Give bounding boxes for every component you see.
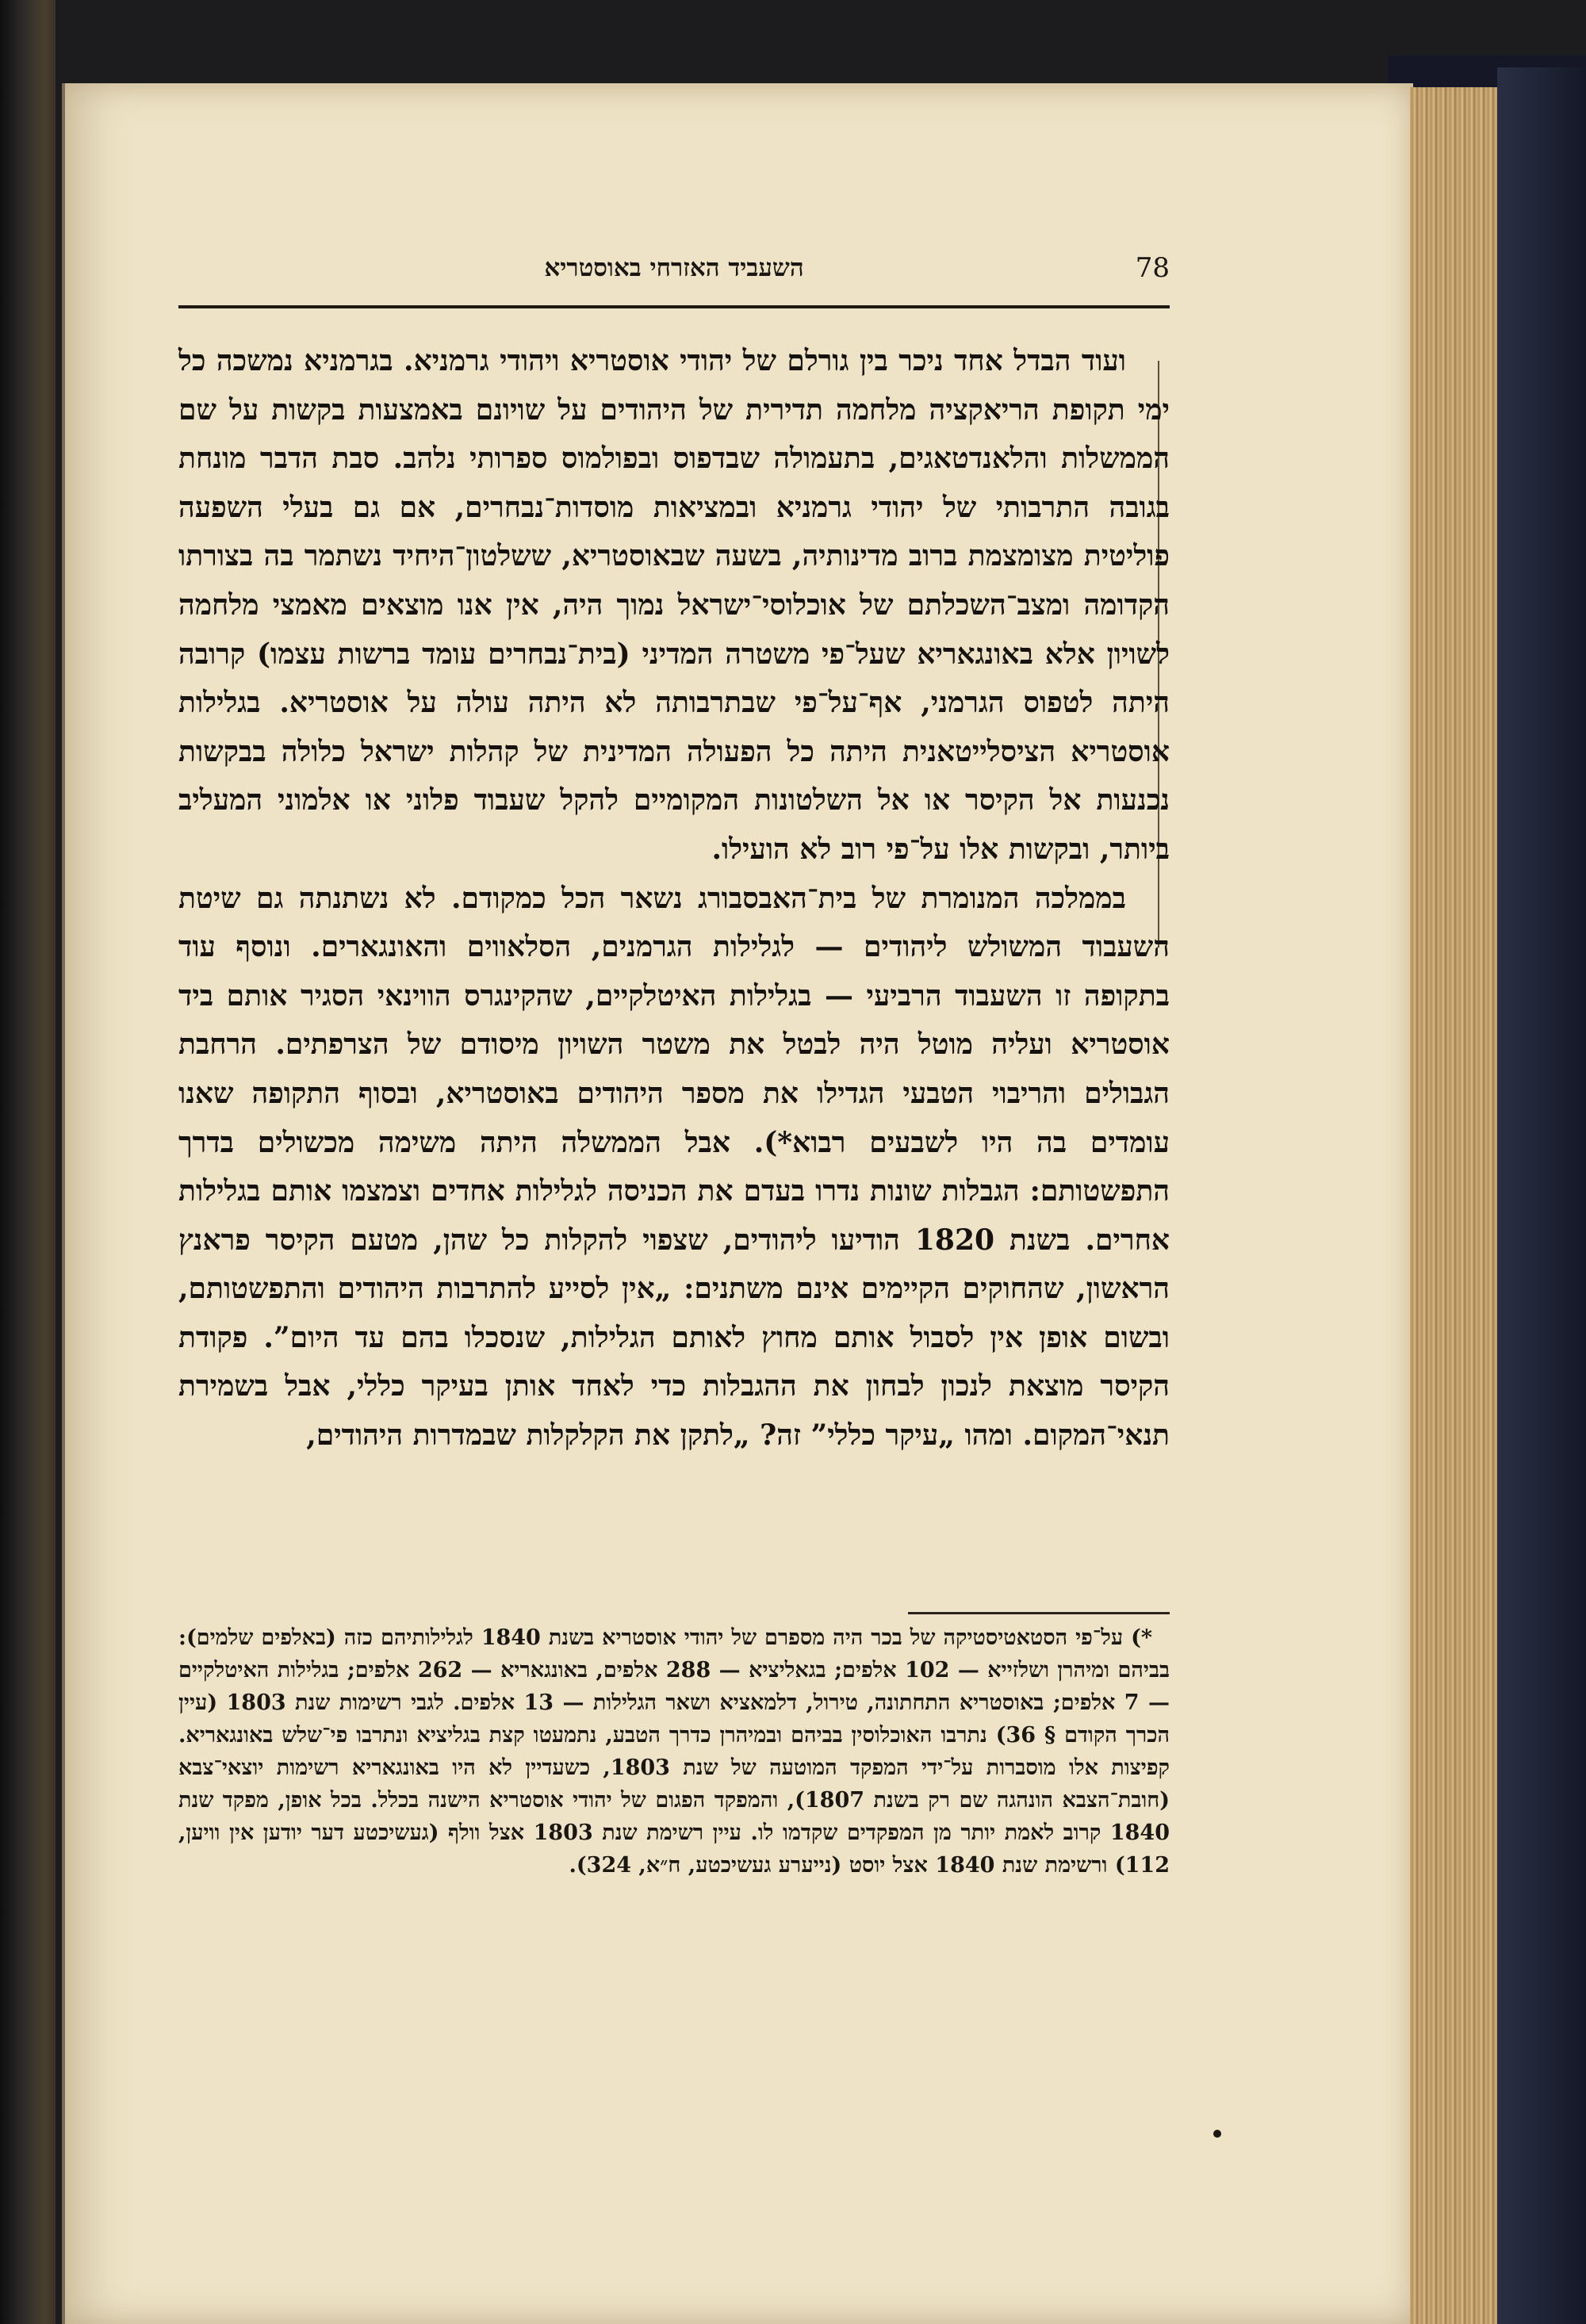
- paragraph: בממלכה המנומרת של בית־האבסבורג נשאר הכל כמקודם. לא נשתנתה גם שיטת השעבוד המשולש ליהודים — לגלילות הגרמנים, הסלאווים והאונגארים. ונוסף עוד בתקופה זו השעבוד הרביעי — בגלילות האיטלקיים, שהקינגרס הווינאי הסגיר אותם ביד אוסטריא ועליה מוטל היה לבטל את משטר השויון מיסודם של הצרפתים. הרחבת הגבולים והריבוי הטבעי הגדילו את מספר היהודים באוסטריא, ובסוף התקופה שאנו עומדים בה היו לשבעים רבוא*). אבל הממשלה היתה משימה מכשולים בדרך התפשטותם: הגבלות שונות נדרו בעדם את הכניסה לגלילות אחדים וצמצמו אותם בגלילות אחרים. בשנת 1820 הודיעו ליהודים, שצפוי להקלות כל שהן, מטעם הקיסר פראנץ הראשון, שהחוקים הקיימים אינם משתנים: „אין לסייע להתרבות היהודים והתפשטותם, ובשום אופן אין לסבול אותם מחוץ לאותם הגלילות, שנסכלו בהם עד היום”. פקודת הקיסר מוצאת לנכון לבחון את ההגבלות כדי לאחד אותן בעיקר כללי, אבל בשמירת תנאי־המקום. ומהו „עיקר כללי” זה? „לתקן את הקלקלות שבמדרות היהודים,: [178, 881, 1170, 1453]
- header-rule: [178, 305, 1170, 308]
- facing-page-edge: [0, 0, 56, 2324]
- page-edges: [1410, 87, 1497, 2324]
- running-header: [178, 252, 1170, 292]
- ink-dot: [1213, 2130, 1221, 2138]
- book-cover: [1497, 67, 1586, 2324]
- running-title: השעביד האזרחי באוסטריא: [544, 254, 804, 282]
- footnote-rule: [908, 1612, 1170, 1614]
- paragraph: ועוד הבדל אחד ניכר בין גורלם של יהודי אוסטריא ויהודי גרמניא. בגרמניא נמשכה כל ימי תקופת הריאקציה מלחמה תדירית של היהודים על שויונם באמצעות בקשות על שם הממשלות והלאנדטאגים, בתעמולה שבדפוס ובפולמוס ספרותי נלהב. סבת הדבר מונחת בגובה התרבותי של יהודי גרמניא ובמציאות מוסדות־נבחרים, אם גם בעלי השפעה פוליטית מצומצמת ברוב מדינותיה, בשעה שבאוסטריא, ששלטון־היחיד נשתמר בה בצורתו הקדומה ומצב־השכלתם של אוכלוסי־ישראל נמוך היה, אין אנו מוצאים מאמצי מלחמה לשויון אלא באונגאריא שעל־פי משטרה המדיני (בית־נבחרים עומד ברשות עצמו) קרובה היתה לטפוס הגרמני, אף־על־פי שבתרבותה לא היתה עולה על אוסטריא. בגלילות אוסטריא הציסלייטאנית היתה כל הפעולה המדינית של קהלות ישראל כלולה בבקשות נכנעות אל הקיסר או אל השלטונות המקומיים להקל שעבוד פלוני או אלמוני המעליב ביותר, ובקשות אלו על־פי רוב לא הועילו.: [178, 344, 1170, 866]
- main-text: [178, 337, 1170, 1461]
- footnote: [178, 1621, 1170, 1882]
- page-number: 78: [1135, 252, 1170, 284]
- footnote-text: *) על־פי הסטאטיסטיקה של בכר היה מספרם של יהודי אוסטריא בשנת 1840 לגלילותיהם כזה (באלפים שלמים): בביהם ומיהרן ושלזייא — 102 אלפים; בגאליציא — 288 אלפים, באונגאריא — 262 אלפים; בגלילות האיטלקיים — 7 אלפים; באוסטריא התחתונה, טירול, דלמאציא ושאר הגלילות — 13 אלפים. לגבי רשימות שנת 1803 (עיין הכרך הקודם § 36) נתרבו האוכלוסין בביהם ובמיהרן כדרך הטבע, נתמעטו קצת בגליציא ונתרבו פי־שלש באונגאריא. קפיצות אלו מוסברות על־ידי המפקד המוטעה של שנת 1803, כשעדיין לא היו באונגאריא רשימות יוצאי־צבא (חובת־הצבא הונהגה שם רק בשנת 1807), והמפקד הפגום של יהודי אוסטריא הישנה בכלל. בכל אופן, מפקד שנת 1840 קרוב לאמת יותר מן המפקדים שקדמו לו. עיין רשימת שנת 1803 אצל וולף (געשיכטע דער יודען אין וויען, 112) ורשימת שנת 1840 אצל יוסט (נייערע געשיכטע, ח״א, 324).: [178, 1625, 1170, 1878]
